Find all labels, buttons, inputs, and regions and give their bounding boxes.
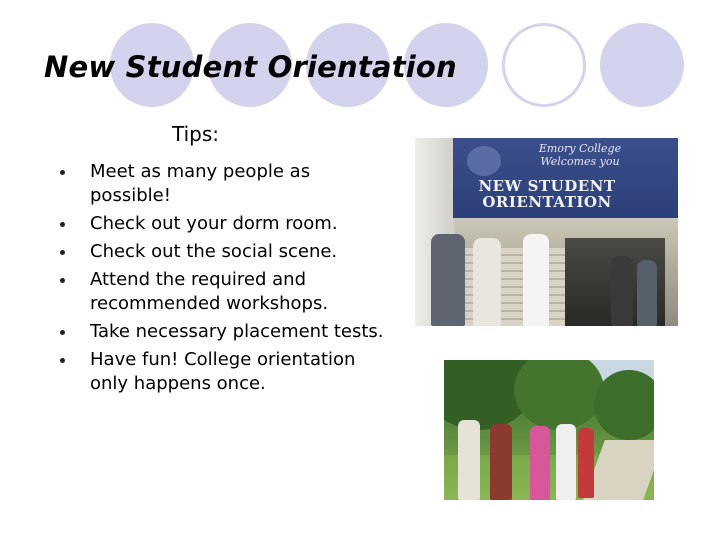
list-item — [60, 320, 390, 344]
tips-list — [60, 160, 390, 400]
photo-person — [473, 238, 501, 326]
photo-person — [523, 234, 549, 326]
list-item-text: Have fun! College orientation only happens once. — [90, 349, 356, 394]
list-item — [60, 160, 390, 208]
photo-tree — [594, 370, 654, 440]
decorative-circle-5 — [502, 23, 586, 107]
photo-person — [431, 234, 465, 326]
bullet-dot-icon — [60, 358, 65, 363]
list-item-text: Check out the social scene. — [90, 241, 338, 262]
list-item — [60, 240, 390, 264]
list-item-text: Take necessary placement tests. — [90, 321, 384, 342]
photo-person — [611, 256, 633, 326]
photo-person — [490, 424, 512, 500]
bullet-dot-icon — [60, 222, 65, 227]
photo-person — [637, 260, 657, 326]
college-seal-icon — [467, 146, 501, 176]
decorative-circle-6 — [600, 23, 684, 107]
banner-top-text: Emory College Welcomes you — [538, 142, 622, 168]
photo-person — [458, 420, 480, 500]
list-item — [60, 348, 390, 396]
slide-title: New Student Orientation — [44, 50, 457, 84]
list-item-text: Check out your dorm room. — [90, 213, 338, 234]
bullet-dot-icon — [60, 250, 65, 255]
photo-tree — [514, 360, 604, 430]
list-item — [60, 268, 390, 316]
list-item-text: Attend the required and recommended workshops. — [90, 269, 329, 314]
bullet-dot-icon — [60, 278, 65, 283]
bullet-dot-icon — [60, 330, 65, 335]
campus-walk-photo — [444, 360, 654, 500]
photo-person — [556, 424, 576, 500]
photo-person — [578, 428, 594, 498]
banner-main-text: NEW STUDENT ORIENTATION — [478, 177, 616, 211]
list-item — [60, 212, 390, 236]
bullet-dot-icon — [60, 170, 65, 175]
tips-heading: Tips: — [172, 122, 220, 146]
orientation-banner-photo — [415, 138, 678, 326]
list-item-text: Meet as many people as possible! — [90, 161, 311, 206]
photo-person — [530, 426, 550, 500]
